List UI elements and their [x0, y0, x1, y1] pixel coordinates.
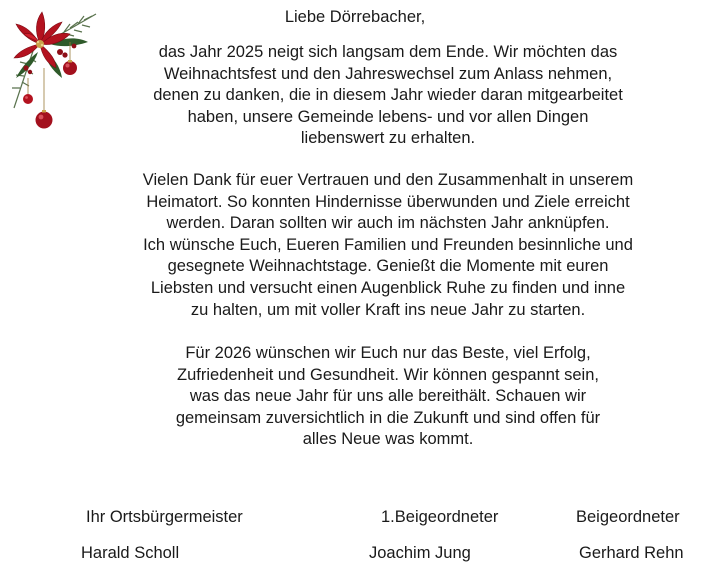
- signature-title-mayor: Ihr Ortsbürgermeister: [86, 508, 243, 526]
- letter-paragraph-1: das Jahr 2025 neigt sich langsam dem Ende. Wir möchten das Weihnachtsfest und den Jahreswechsel zum Anlass nehmen, denen zu danken, die in diesem Jahr wieder daran mitgearbeitet haben, unsere Gemeinde lebens- und vor allen Dingen liebenswert zu erhalten.: [153, 43, 623, 148]
- signature-name-mayor: Harald Scholl: [81, 544, 180, 562]
- signature-title-first-deputy: 1.Beigeordneter: [381, 508, 499, 526]
- signature-name-deputy: Gerhard Rehn: [579, 544, 684, 562]
- signature-title-deputy: Beigeordneter: [576, 508, 680, 526]
- letter-greeting: Liebe Dörrebacher,: [284, 8, 426, 26]
- letter-paragraph-2: Vielen Dank für euer Vertrauen und den Zusammenhalt in unserem Heimatort. So konnten Hindernisse überwunden und Ziele erreicht werden. Daran sollten wir auch im nächsten Jahr anknüpfen. Ich wünsche Euch, Eueren Familien und Freunden besinnliche und gesegnete Weihnachtstage. Genießt die Momente mit euren Liebsten und versucht einen Augenblick Ruhe zu finden und inne zu halten, um mit voller Kraft ins neue Jahr zu starten.: [142, 171, 634, 319]
- signature-name-first-deputy: Joachim Jung: [369, 544, 471, 562]
- letter-paragraph-3: Für 2026 wünschen wir Euch nur das Beste, viel Erfolg, Zufriedenheit und Gesundheit. Wir können gespannt sein, was das neue Jahr für uns alle bereithält. Schauen wir gemeinsam zuversichtlich in die Zukunft und sind offen für alles Neue was kommt.: [175, 344, 601, 449]
